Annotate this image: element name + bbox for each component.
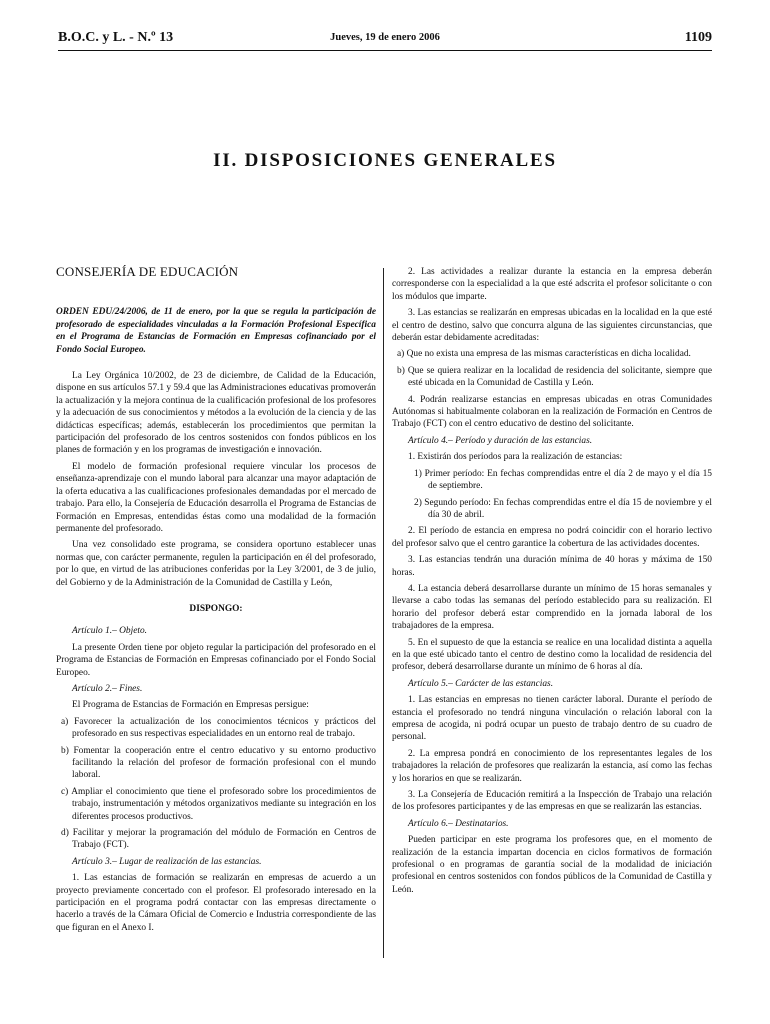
article-title: Artículo 6.– Destinatarios. — [408, 818, 509, 829]
article-title: Artículo 3.– Lugar de realización de las estancias. — [72, 856, 262, 867]
paragraph: 1. Las estancias en empresas no tienen carácter laboral. Durante el período de estancia el profesorado no tendrá ninguna vinculación o relación laboral con la empresa de acogida, ni podrá ocupar un puesto de trabajo dentro de su cuadro de personal. — [392, 695, 712, 743]
list-item: d) Facilitar y mejorar la programación del módulo de Formación en Centros de Trabajo (FCT). — [61, 828, 376, 851]
article-title: Artículo 4.– Período y duración de las estancias. — [408, 435, 593, 446]
journal-issue: B.O.C. y L. - N.º 13 — [58, 30, 174, 45]
paragraph: La presente Orden tiene por objeto regular la participación del profesorado en el Programa de Estancias de Formación en Empresas cofinanciado por el Fondo Social Europeo. — [56, 642, 376, 678]
paragraph: Una vez consolidado este programa, se considera oportuno establecer unas normas que, con carácter permanente, regulen la participación en él del profesorado, por lo que, en virtud de las atribuciones conferidas por la Ley 3/2001, de 3 de julio, del Gobierno y de la Administración de la Comunidad de Castilla y León, — [56, 540, 376, 588]
paragraph: Pueden participar en este programa los profesores que, en el momento de realización de la estancia impartan docencia en ciclos formativos de formación profesional o en programas de garantía social de la modalidad de iniciación profesional en centros sostenidos con fondos públicos de la Comunidad de Castilla y León. — [392, 835, 712, 895]
article-title: Artículo 2.– Fines. — [72, 683, 143, 694]
dispongo-heading: DISPONGO: — [189, 603, 243, 614]
paragraph: 1. Existirán dos períodos para la realización de estancias: — [408, 452, 623, 463]
paragraph: 2. Las actividades a realizar durante la estancia en la empresa deberán corresponderse con la especialidad a la que esté adscrita el profesor solicitante o con los módulos que imparte. — [392, 267, 712, 302]
column-divider — [383, 268, 384, 958]
right-column — [392, 266, 712, 900]
paragraph: 3. Las estancias se realizarán en empresas ubicadas en la localidad en la que esté el centro de destino, salvo que concurra alguna de las siguientes circunstancias, que deberán estar debidamente acreditadas: — [392, 308, 712, 344]
orden-title: ORDEN EDU/24/2006, de 11 de enero, por la que se regula la participación de profesorado de especialidades vinculadas a la Formación Profesional Específica en el Programa de Estancias de Formación en Empresas cofinanciado por el Fondo Social Europeo. — [56, 307, 376, 355]
department-heading: CONSEJERÍA DE EDUCACIÓN — [56, 264, 239, 279]
page-header — [0, 0, 770, 56]
paragraph: La Ley Orgánica 10/2002, de 23 de diciembre, de Calidad de la Educación, dispone en sus artículos 57.1 y 59.4 que las Administraciones educativas promoverán la actualización y la mejora continua de la cualificación profesional de los profesores y la adecuación de sus conocimientos y métodos a la evolución de la ciencia y de las didácticas específicas; además, establecerán los procedimientos que permitan la participación del profesorado de los centros sostenidos con fondos públicos en los planes de formación y en los programas de investigación e innovación. — [56, 371, 376, 456]
issue-date: Jueves, 19 de enero 2006 — [330, 32, 440, 43]
paragraph: 5. En el supuesto de que la estancia se realice en una localidad distinta a aquella en la que esté ubicado tanto el centro de destino como la localidad de residencia del profesor, deberá desarrollarse durante un mínimo de 6 horas al día. — [392, 637, 712, 673]
paragraph: 3. Las estancias tendrán una duración mínima de 40 horas y máxima de 150 horas. — [392, 555, 712, 578]
section-title: II. DISPOSICIONES GENERALES — [213, 150, 557, 171]
paragraph: 4. Podrán realizarse estancias en empresas ubicadas en otras Comunidades Autónomas si habitualmente colaboran en la realización de Formación en Centros de Trabajo (FCT) con el centro educativo de destino del solicitante. — [392, 394, 712, 430]
paragraph: 1. Las estancias de formación se realizarán en empresas de acuerdo a un proyecto previamente concertado con el profesor. El profesorado interesado en la participación en el programa podrá contactar con las empresas directamente o hacerlo a través de la Cámara Oficial de Comercio e Industria correspondiente de las que figuran en el Anexo I. — [56, 873, 376, 933]
paragraph: El modelo de formación profesional requiere vincular los procesos de enseñanza-aprendizaje con el mundo laboral para alcanzar una mayor adaptación de la oferta educativa a las cualificaciones profesionales demandadas por el mercado de trabajo. Para ello, la Consejería de Educación desarrolla el Programa de Estancias de Formación en Empresas, entendidas éstas como una modalidad de la formación permanente del profesorado. — [56, 461, 376, 534]
list-item: c) Ampliar el conocimiento que tiene el profesorado sobre los procedimientos de trabajo, instrumentación y métodos organizativos mediante su integración en los diferentes procesos productivos. — [61, 786, 376, 822]
list-item: b) Que se quiera realizar en la localidad de residencia del solicitante, siempre que esté ubicada en la Comunidad de Castilla y León. — [397, 365, 712, 389]
paragraph: 2. La empresa pondrá en conocimiento de los representantes legales de los trabajadores la relación de profesores que realizarán la estancia, así como las fechas y los horarios en que se realizarán. — [392, 748, 712, 784]
list-item: a) Que no exista una empresa de las mismas características en dicha localidad. — [397, 349, 691, 360]
list-item: a) Favorecer la actualización de los conocimientos técnicos y prácticos del profesorado en sus respectivas especialidades en un entorno real de trabajo. — [61, 716, 376, 740]
left-column — [56, 266, 376, 938]
header-rule — [58, 50, 712, 51]
paragraph: El Programa de Estancias de Formación en Empresas persigue: — [72, 700, 309, 711]
page-number: 1109 — [684, 30, 712, 45]
list-item: 2) Segundo período: En fechas comprendidas entre el día 15 de noviembre y el día 30 de abril. — [414, 497, 712, 520]
paragraph: 2. El período de estancia en empresa no podrá coincidir con el horario lectivo del profesor salvo que el centro garantice la cobertura de las actividades docentes. — [392, 526, 712, 549]
article-title: Artículo 1.– Objeto. — [72, 626, 147, 637]
paragraph: 3. La Consejería de Educación remitirá a la Inspección de Trabajo una relación de los profesores participantes y de las empresas en que se realizarán las estancias. — [392, 790, 712, 813]
article-title: Artículo 5.– Carácter de las estancias. — [408, 678, 554, 689]
list-item: 1) Primer período: En fechas comprendidas entre el día 2 de mayo y el día 15 de septiembre. — [414, 468, 712, 492]
list-item: b) Fomentar la cooperación entre el centro educativo y su entorno productivo facilitando la relación del profesor de formación profesional con el mundo laboral. — [61, 745, 376, 781]
paragraph: 4. La estancia deberá desarrollarse durante un mínimo de 15 horas semanales y llevarse a cabo todas las semanas del período establecido para su realización. El horario del profesor deberá estar comprendido en la jornada laboral de los trabajadores de la empresa. — [392, 583, 712, 632]
